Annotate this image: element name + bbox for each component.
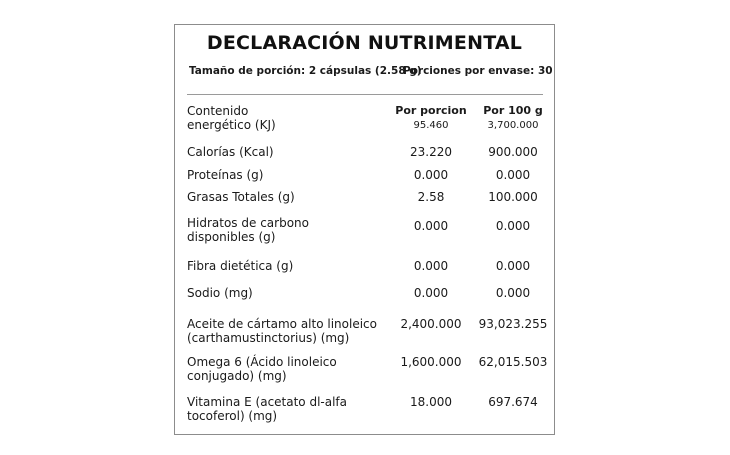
row-label-calories: Calorías (Kcal) <box>187 145 274 159</box>
row-value-safflower-oil-per-100g: 93,023.255 <box>478 317 548 331</box>
row-value-sodium-per-serving: 0.000 <box>413 286 449 300</box>
row-label-protein: Proteínas (g) <box>187 168 264 182</box>
header-divider <box>187 94 543 95</box>
row-label-safflower-oil: Aceite de cártamo alto linoleico (carthamustinctorius) (mg) <box>187 317 377 345</box>
row-label-sodium: Sodio (mg) <box>187 286 253 300</box>
column-header-per-serving: Por porcion <box>395 104 467 117</box>
row-value-vitamin-e-per-serving: 18.000 <box>410 395 452 409</box>
row-value-fiber-per-100g: 0.000 <box>495 259 531 273</box>
row-label-carbohydrates: Hidratos de carbono disponibles (g) <box>187 216 309 244</box>
row-label-fiber: Fibra dietética (g) <box>187 259 294 273</box>
row-value-carbohydrates-per-100g: 0.000 <box>495 219 531 233</box>
row-label-vitamin-e: Vitamina E (acetato dl-alfa tocoferol) (mg) <box>187 395 348 423</box>
row-value-fiber-per-serving: 0.000 <box>413 259 449 273</box>
row-value-calories-per-serving: 23.220 <box>410 145 452 159</box>
row-value-safflower-oil-per-serving: 2,400.000 <box>400 317 462 331</box>
serving-size: Tamaño de porción: 2 cápsulas (2.58 g) <box>189 65 422 77</box>
row-value-total-fat-per-serving: 2.58 <box>417 190 445 204</box>
row-value-sodium-per-100g: 0.000 <box>495 286 531 300</box>
row-value-omega-6-per-serving: 1,600.000 <box>400 355 462 369</box>
row-value-total-fat-per-100g: 100.000 <box>488 190 538 204</box>
row-label-total-fat: Grasas Totales (g) <box>187 190 295 204</box>
row-value-vitamin-e-per-100g: 697.674 <box>488 395 538 409</box>
row-value-protein-per-100g: 0.000 <box>495 168 531 182</box>
row-label-omega-6: Omega 6 (Ácido linoleico conjugado) (mg) <box>187 355 337 383</box>
row-value-omega-6-per-100g: 62,015.503 <box>478 355 548 369</box>
row-value-energy-per-100g: 3,700.000 <box>487 120 539 131</box>
row-value-calories-per-100g: 900.000 <box>488 145 538 159</box>
column-header-per-100g: Por 100 g <box>483 104 543 117</box>
row-value-energy-per-serving: 95.460 <box>413 120 449 131</box>
servings-per-container: Porciones por envase: 30 <box>403 65 553 77</box>
row-value-protein-per-serving: 0.000 <box>413 168 449 182</box>
nutrition-facts-panel <box>174 24 555 435</box>
panel-title: DECLARACIÓN NUTRIMENTAL <box>206 32 523 54</box>
row-value-carbohydrates-per-serving: 0.000 <box>413 219 449 233</box>
row-label-energy: Contenido energético (KJ) <box>187 104 276 132</box>
